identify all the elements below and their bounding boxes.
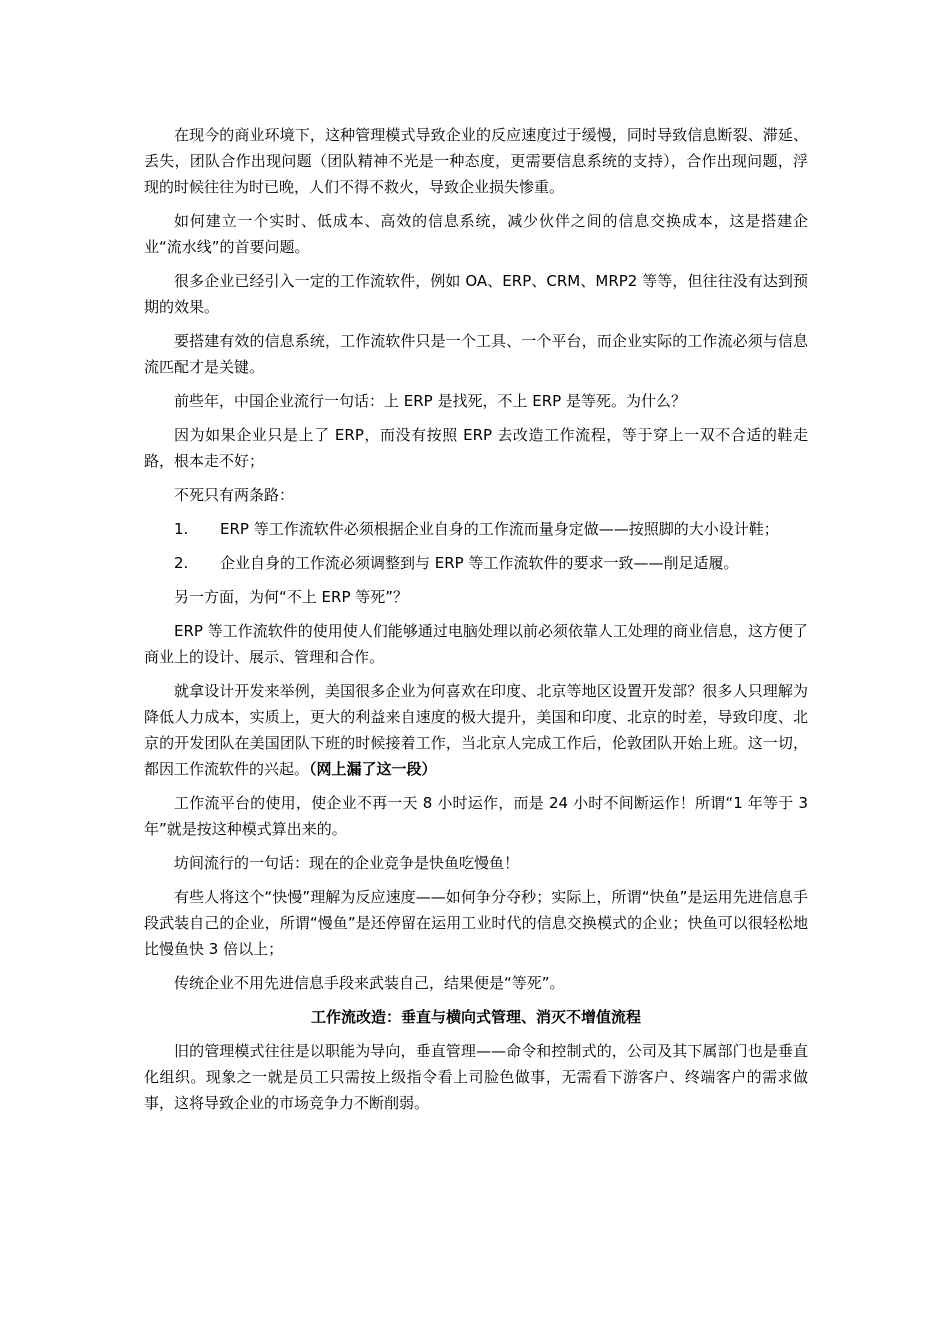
list-text: 企业自身的工作流必须调整到与 ERP 等工作流软件的要求一致——削足适履。 (220, 554, 739, 572)
paragraph: 在现今的商业环境下，这种管理模式导致企业的反应速度过于缓慢，同时导致信息断裂、滞延、丢失，团队合作出现问题（团队精神不光是一种态度，更需要信息系统的支持），合作出现问题，浮现的时候往往为时已晚，人们不得不救火，导致企业损失惨重。 (144, 126, 808, 196)
paragraph-text: 就拿设计开发来举例，美国很多企业为何喜欢在印度、北京等地区设置开发部？很多人只理解为降低人力成本，实质上，更大的利益来自速度的极大提升，美国和印度、北京的时差，导致印度、北京的开发团队在美国团队下班的时候接着工作，当北京人完成工作后，伦敦团队开始上班。这一切，都因工作流软件的兴起。 (144, 682, 808, 778)
paragraph: 坊间流行的一句话：现在的企业竞争是快鱼吃慢鱼！ (174, 854, 520, 872)
paragraph: 因为如果企业只是上了 ERP，而没有按照 ERP 去改造工作流程，等于穿上一双不合适的鞋走路，根本走不好； (144, 426, 808, 470)
paragraph: 另一方面，为何“不上 ERP 等死”？ (174, 588, 409, 606)
paragraph: 要搭建有效的信息系统，工作流软件只是一个工具、一个平台，而企业实际的工作流必须与信息流匹配才是关键。 (144, 332, 808, 376)
bold-note: （网上漏了这一段） (309, 760, 437, 778)
paragraph: ERP 等工作流软件的使用使人们能够通过电脑处理以前必须依靠人工处理的商业信息，这方便了商业上的设计、展示、管理和合作。 (144, 622, 808, 666)
paragraph: 工作流平台的使用，使企业不再一天 8 小时运作，而是 24 小时不间断运作！所谓“1 年等于 3 年”就是按这种模式算出来的。 (144, 794, 808, 838)
paragraph: 传统企业不用先进信息手段来武装自己，结果便是“等死”。 (174, 974, 565, 992)
paragraph: 不死只有两条路： (174, 486, 295, 504)
paragraph: 如何建立一个实时、低成本、高效的信息系统，减少伙伴之间的信息交换成本，这是搭建企业“流水线”的首要问题。 (144, 212, 808, 256)
list-text: ERP 等工作流软件必须根据企业自身的工作流而量身定做——按照脚的大小设计鞋； (220, 520, 779, 538)
paragraph: 前些年，中国企业流行一句话：上 ERP 是找死，不上 ERP 是等死。为什么？ (174, 392, 686, 410)
list-number: 1. (174, 520, 189, 538)
list-item (144, 516, 808, 542)
list-number: 2. (174, 554, 189, 572)
paragraph: 有些人将这个“快慢”理解为反应速度——如何争分夺秒；实际上，所谓“快鱼”是运用先进信息手段武装自己的企业，所谓“慢鱼”是还停留在运用工业时代的信息交换模式的企业；快鱼可以很轻松地比慢鱼快 3 倍以上； (144, 888, 808, 958)
document-body (144, 122, 808, 1124)
paragraph: 很多企业已经引入一定的工作流软件，例如 OA、ERP、CRM、MRP2 等等，但往往没有达到预期的效果。 (144, 272, 808, 316)
paragraph: 旧的管理模式往往是以职能为导向，垂直管理——命令和控制式的，公司及其下属部门也是垂直化组织。现象之一就是员工只需按上级指令看上司脸色做事，无需看下游客户、终端客户的需求做事，这将导致企业的市场竞争力不断削弱。 (144, 1042, 808, 1112)
section-heading: 工作流改造：垂直与横向式管理、消灭不增值流程 (310, 1008, 641, 1026)
paragraph (144, 678, 808, 782)
list-item (144, 550, 808, 576)
